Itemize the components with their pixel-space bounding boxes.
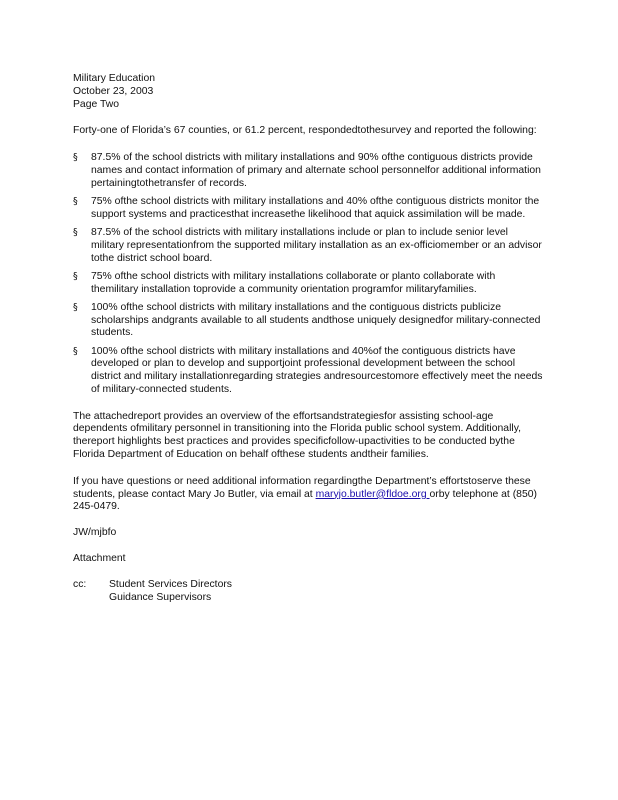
contact-paragraph: [73, 476, 543, 514]
cc-block: [73, 579, 543, 605]
bullet-marker: §: [73, 270, 78, 282]
attachment-note: Attachment: [73, 553, 126, 565]
bullet-marker: §: [73, 226, 78, 238]
contact-text-before: If you have questions or need additional information regardingthe Department’s effortstoserve these students, please contact Mary Jo Butler, via email at: [73, 475, 531, 500]
list-item: [73, 271, 543, 297]
header-date: October 23, 2003: [73, 85, 154, 97]
list-item-text: 100% ofthe school districts with military installations and 40%of the contiguous districts have developed or plan to develop and supportjoint professional development between the school district and military installationregarding strategies andresourcestomore effectively meet the needs of military-connected students.: [91, 345, 543, 395]
email-link[interactable]: maryjo.butler@fldoe.org: [315, 488, 430, 500]
findings-list: [73, 152, 543, 397]
cc-recipients: [109, 579, 232, 605]
letter-page: [73, 73, 543, 604]
contact-text-after: orby telephone at (850) 245-0479.: [73, 488, 537, 513]
cc-label: cc:: [73, 578, 87, 590]
bullet-marker: §: [73, 152, 78, 164]
typist-initials: JW/mjbfo: [73, 527, 117, 539]
list-item-text: 87.5% of the school districts with military installations and 90% ofthe contiguous districts provide names and contact information of primary and alternate school personnelfor additional information pertainingtothetransfer of records.: [91, 152, 541, 189]
intro-paragraph: Forty-one of Florida’s 67 counties, or 61.2 percent, respondedtothesurvey and reported the following:: [73, 125, 537, 137]
list-item: [73, 302, 543, 340]
bullet-marker: §: [73, 345, 78, 357]
list-item-text: 87.5% of the school districts with military installations include or plan to include senior level military representationfrom the supported military installation as an ex-officiomember or an advisor tothe district school board.: [91, 226, 542, 264]
header-page-number: Page Two: [73, 98, 120, 110]
bullet-marker: §: [73, 195, 78, 207]
list-item-text: 75% ofthe school districts with military installations collaborate or planto collaborate with themilitary installation toprovide a community orientation programfor militaryfamilies.: [91, 270, 496, 295]
header-subject: Military Education: [73, 73, 156, 84]
list-item: [73, 196, 543, 222]
list-item: [73, 346, 543, 397]
list-item: [73, 152, 543, 190]
summary-paragraph: The attachedreport provides an overview of the effortsandstrategiesfor assisting school-age dependents ofmilitary personnel in transitioning into the Florida public school system. Additionally, thereport highlights best practices and provides specificfollow-upactivities to be conducted bythe Florida Department of Education on behalf ofthese students andtheir families.: [73, 410, 522, 461]
list-item: [73, 227, 543, 265]
list-item-text: 75% ofthe school districts with military installations and 40% ofthe contiguous districts monitor the support systems and practicesthat increasethe likelihood that aquick assimilation will be made.: [91, 195, 540, 220]
letter-header: [73, 73, 543, 111]
cc-recipient: Student Services Directors: [109, 578, 233, 590]
list-item-text: 100% ofthe school districts with military installations and the contiguous districts publicize scholarships andgrants available to all students andthose uniquely designedfor military-connected students.: [91, 301, 541, 339]
bullet-marker: §: [73, 301, 78, 313]
cc-recipient: Guidance Supervisors: [109, 591, 212, 603]
